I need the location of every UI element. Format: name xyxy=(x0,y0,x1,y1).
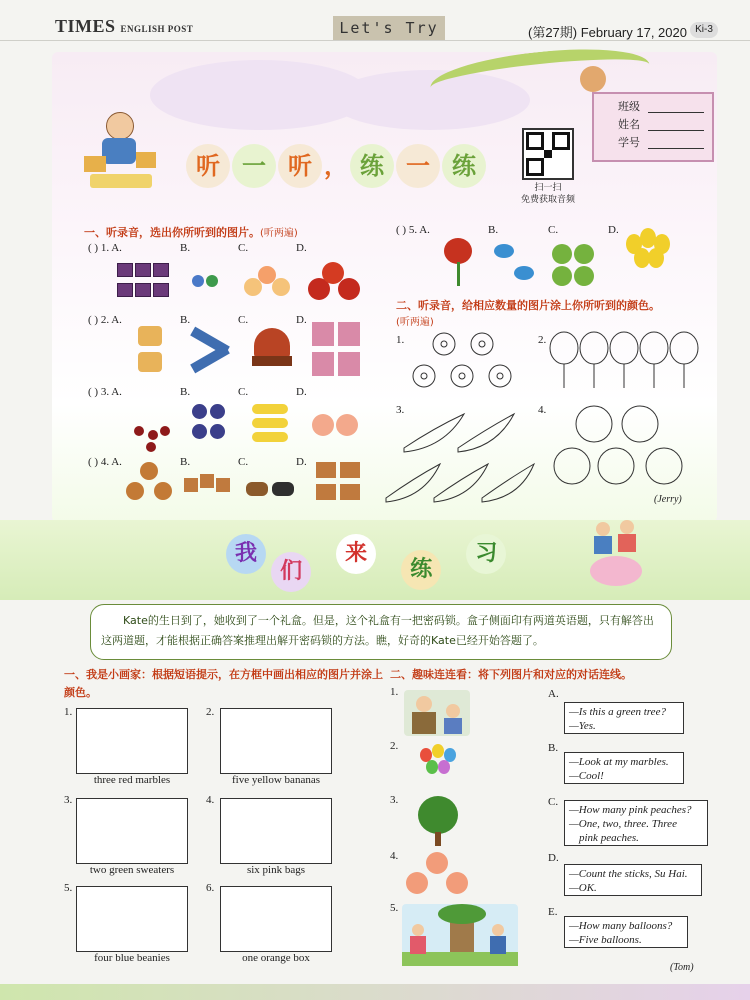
draw-item-number: 3. xyxy=(64,794,73,806)
dialog-c[interactable]: —How many pink peaches? —One, two, three. Three pink peaches. xyxy=(564,800,708,846)
bags-picture[interactable] xyxy=(116,262,180,302)
match-picture-number: 5. xyxy=(390,902,399,914)
bags-picture[interactable] xyxy=(316,462,362,504)
question-4-number: ( ) 4. A. xyxy=(88,456,122,468)
listening-task-2-title: 二、听录音，给相应数量的图片涂上你所听到的颜色。 (听两遍) xyxy=(396,299,660,328)
draw-box-3[interactable] xyxy=(76,798,188,864)
color-item-number: 3. xyxy=(396,404,405,416)
color-item-number: 4. xyxy=(538,404,547,416)
title-char: 习 xyxy=(466,534,506,574)
newspaper-logo: TIMES ENGLISH POST xyxy=(55,16,194,36)
match-picture-3[interactable] xyxy=(416,796,460,848)
option-label: B. xyxy=(180,314,191,326)
match-picture-number: 4. xyxy=(390,850,399,862)
title-char: 一 xyxy=(396,144,440,188)
dialog-letter: B. xyxy=(548,742,559,754)
section-label: Let's Try xyxy=(333,16,445,40)
option-label: D. xyxy=(296,386,307,398)
question-1-number: ( ) 1. A. xyxy=(88,242,122,254)
option-label: C. xyxy=(238,242,249,254)
match-picture-number: 3. xyxy=(390,794,399,806)
balloons-outline-picture[interactable] xyxy=(548,330,706,390)
draw-box-5[interactable] xyxy=(76,886,188,952)
question-2-number: ( ) 2. A. xyxy=(88,314,122,326)
option-label: D. xyxy=(608,224,619,236)
option-label: B. xyxy=(180,386,191,398)
kids-on-tree-icon xyxy=(586,516,646,586)
option-label: D. xyxy=(296,242,307,254)
title-char: 练 xyxy=(401,550,441,590)
match-picture-1[interactable] xyxy=(404,690,470,736)
flowers-outline-picture[interactable] xyxy=(404,330,524,402)
peaches-picture[interactable] xyxy=(244,266,294,298)
hat-picture[interactable] xyxy=(252,328,292,370)
title-char: 听 xyxy=(278,144,322,188)
balloons-picture[interactable] xyxy=(626,228,670,288)
color-item-number: 1. xyxy=(396,334,405,346)
boy-mascot-icon xyxy=(84,112,160,190)
qr-code-icon[interactable] xyxy=(522,128,574,180)
dogs-picture[interactable] xyxy=(246,476,298,502)
matching-task-title: 二、趣味连连看：将下列图片和对应的对话连线。 xyxy=(390,668,632,681)
draw-caption: six pink bags xyxy=(246,864,306,876)
draw-item-number: 5. xyxy=(64,882,73,894)
title-char: ， xyxy=(324,152,348,180)
peaches-picture[interactable] xyxy=(312,412,362,442)
dialog-a[interactable]: —Is this a green tree? —Yes. xyxy=(564,702,684,734)
grapes-picture[interactable] xyxy=(192,404,228,444)
draw-caption: five yellow bananas xyxy=(232,774,320,786)
practice-title xyxy=(226,534,506,584)
birds-picture[interactable] xyxy=(494,244,540,284)
option-label: C. xyxy=(238,314,249,326)
dialog-e[interactable]: —How many balloons? —Five balloons. xyxy=(564,916,688,948)
author-credit: (Jerry) xyxy=(654,494,682,505)
teddy-bears-picture[interactable] xyxy=(126,462,178,512)
qr-caption: 扫一扫 免费获取音频 xyxy=(520,183,575,205)
draw-item-number: 2. xyxy=(206,706,215,718)
dialog-b[interactable]: —Look at my marbles. —Cool! xyxy=(564,752,684,784)
name-label: 姓名 xyxy=(618,116,712,134)
circles-outline-picture[interactable] xyxy=(550,404,690,490)
option-label: B. xyxy=(180,242,191,254)
listening-task-1-title: 一、听录音，选出你所听到的图片。(听两遍) xyxy=(84,226,298,239)
rose-picture[interactable] xyxy=(440,238,476,288)
monkey-icon xyxy=(580,66,606,92)
match-picture-5[interactable] xyxy=(402,904,518,966)
option-label: C. xyxy=(238,386,249,398)
drawing-task-title: 一、我是小画家：根据短语提示，在方框中画出相应的图片并涂上颜色。 xyxy=(64,668,383,699)
draw-item-number: 6. xyxy=(206,882,215,894)
draw-item-number: 1. xyxy=(64,706,73,718)
option-label: D. xyxy=(296,456,307,468)
footer-band xyxy=(0,984,750,1000)
draw-caption: three red marbles xyxy=(93,774,171,786)
bananas-outline-picture[interactable] xyxy=(384,408,540,506)
option-label: C. xyxy=(548,224,559,236)
issue-date: (第27期) February 17, 2020 xyxy=(528,25,687,40)
draw-caption: one orange box xyxy=(242,952,310,964)
author-credit: (Tom) xyxy=(670,962,694,973)
question-5-number: ( ) 5. A. xyxy=(396,224,430,236)
dialog-d[interactable]: —Count the sticks, Su Hai. —OK. xyxy=(564,864,702,896)
draw-box-6[interactable] xyxy=(220,886,332,952)
question-3-number: ( ) 3. A. xyxy=(88,386,122,398)
draw-caption: two green sweaters xyxy=(89,864,175,876)
match-picture-4[interactable] xyxy=(404,852,472,898)
dialog-letter: C. xyxy=(548,796,559,808)
color-item-number: 2. xyxy=(538,334,547,346)
bags-picture[interactable] xyxy=(184,474,236,504)
cherries-picture[interactable] xyxy=(128,402,174,452)
page-number: Ki-3 xyxy=(690,22,718,38)
scarves-picture[interactable] xyxy=(190,326,234,372)
title-char: 练 xyxy=(442,144,486,188)
dialog-letter: A. xyxy=(548,688,559,700)
story-box: Kate的生日到了，她收到了一个礼盒。但是，这个礼盒有一把密码锁。盒子侧面印有两道英语题，只有解答出这两道题，才能根据正确答案推理出解开密码锁的方法。瞧，好奇的Kate已经开始答题了。 xyxy=(90,604,672,660)
class-label: 班级 xyxy=(618,98,712,116)
draw-item-number: 4. xyxy=(206,794,215,806)
title-char: 练 xyxy=(350,144,394,188)
title-char: 来 xyxy=(336,534,376,574)
draw-box-1[interactable] xyxy=(76,708,188,774)
title-char: 们 xyxy=(271,552,311,592)
match-picture-number: 2. xyxy=(390,740,399,752)
option-label: D. xyxy=(296,314,307,326)
sweaters-picture[interactable] xyxy=(134,326,168,376)
student-id-label: 学号 xyxy=(618,134,712,152)
dialog-letter: E. xyxy=(548,906,558,918)
bananas-picture[interactable] xyxy=(252,400,292,448)
option-label: C. xyxy=(238,456,249,468)
draw-box-2[interactable] xyxy=(220,708,332,774)
apples-picture[interactable] xyxy=(308,262,362,302)
student-info-card xyxy=(592,92,714,162)
title-char: 听 xyxy=(186,144,230,188)
title-char: 一 xyxy=(232,144,276,188)
dialog-letter: D. xyxy=(548,852,559,864)
page-title xyxy=(186,144,488,188)
option-label: B. xyxy=(180,456,191,468)
coats-picture[interactable] xyxy=(312,322,362,378)
draw-caption: four blue beanies xyxy=(94,952,170,964)
green-circles-picture[interactable] xyxy=(552,244,598,286)
title-char: 我 xyxy=(226,534,266,574)
draw-box-4[interactable] xyxy=(220,798,332,864)
option-label: B. xyxy=(488,224,499,236)
match-picture-number: 1. xyxy=(390,686,399,698)
marbles-picture[interactable] xyxy=(192,272,218,291)
match-picture-2[interactable] xyxy=(420,744,460,792)
